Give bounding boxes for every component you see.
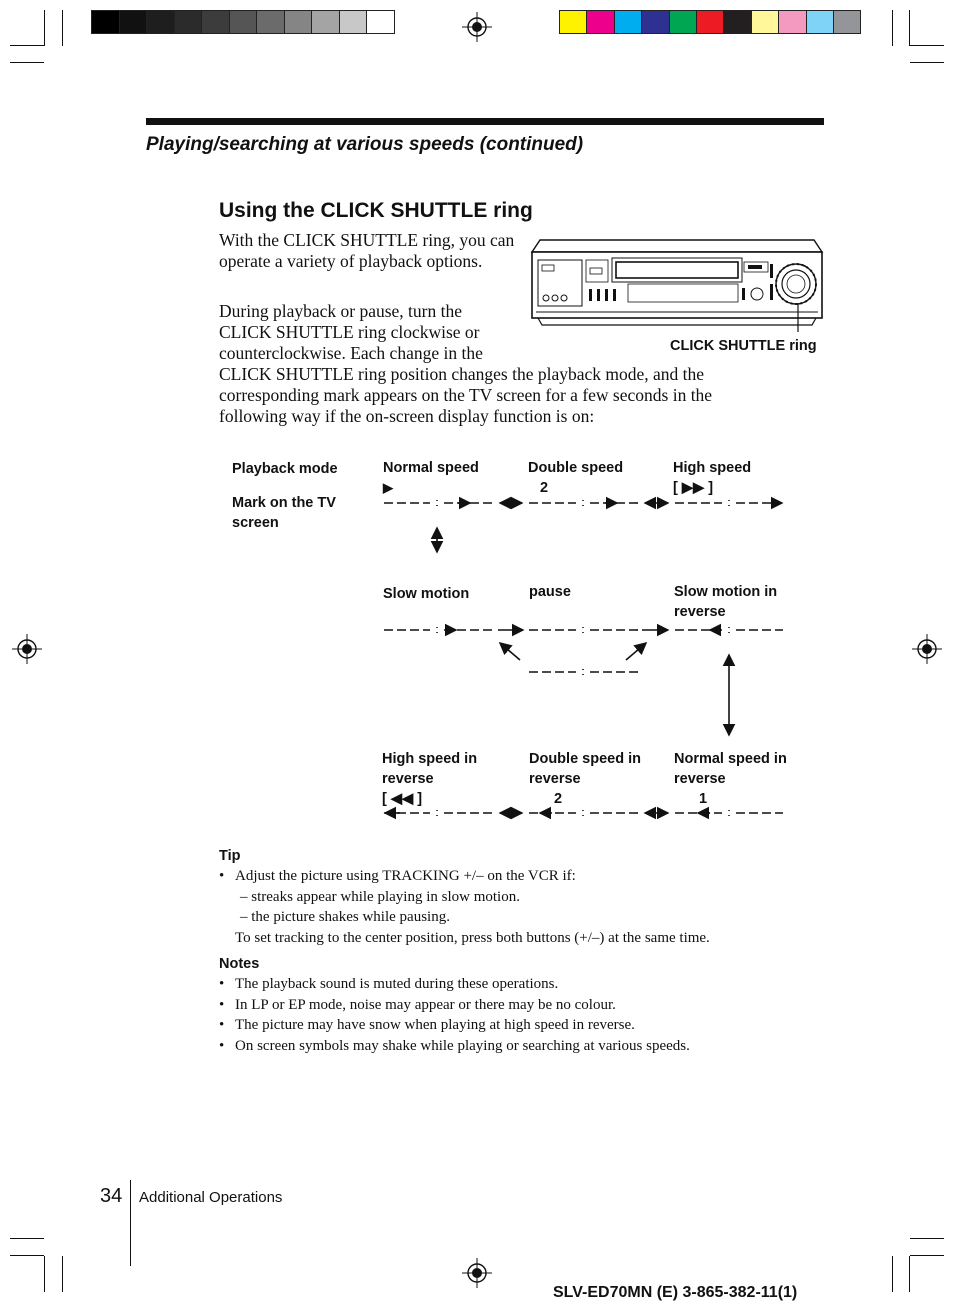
registration-mark-top xyxy=(462,12,492,42)
color-swatch xyxy=(119,10,148,34)
color-swatch xyxy=(284,10,313,34)
row-label-mark: Mark on the TV screen xyxy=(232,495,336,531)
color-swatch xyxy=(778,10,806,34)
shuttle-diagram xyxy=(370,490,800,830)
tip-body: • Adjust the picture using TRACKING +/– on the VCR if: – streaks appear while playing in slow motion. – the picture shakes while pausing. To set tracking to the center position, press both buttons (+/–) at the same time. xyxy=(219,868,710,946)
color-swatch xyxy=(311,10,340,34)
mode-double-speed-reverse: Double speed in reverse 2 xyxy=(529,751,641,807)
vcr-illustration xyxy=(528,236,826,336)
list-item: • The picture may have snow when playing at high speed in reverse. xyxy=(219,1017,635,1033)
model-code: SLV-ED70MN (E) 3-865-382-11(1) xyxy=(553,1284,798,1301)
list-item: • In LP or EP mode, noise may appear or there may be no colour. xyxy=(219,996,616,1013)
color-swatch xyxy=(696,10,724,34)
registration-mark-right xyxy=(912,634,942,664)
color-swatch xyxy=(806,10,834,34)
tip-heading: Tip xyxy=(219,848,241,864)
mode-high-speed: High speed [ ▶▶ ] xyxy=(673,460,752,496)
notes-list xyxy=(219,974,819,1056)
intro-paragraph: With the CLICK SHUTTLE ring, you can operate a variety of playback options. xyxy=(219,230,515,271)
vcr-shuttle-ring-label: CLICK SHUTTLE ring xyxy=(670,338,817,354)
mode-double-speed: Double speed 2 xyxy=(528,460,624,496)
color-swatch xyxy=(751,10,779,34)
footer-divider xyxy=(130,1180,131,1266)
section-title: Playing/searching at various speeds (continued) xyxy=(146,134,584,155)
color-swatch xyxy=(229,10,258,34)
mode-pause: pause xyxy=(529,584,571,600)
color-swatch xyxy=(559,10,587,34)
list-item: • The playback sound is muted during these operations. xyxy=(219,976,559,992)
color-swatch xyxy=(366,10,395,34)
mode-slow-motion: Slow motion xyxy=(383,586,470,602)
color-swatch xyxy=(614,10,642,34)
color-swatch xyxy=(339,10,368,34)
notes-heading: Notes xyxy=(219,956,260,972)
footer-section: Additional Operations xyxy=(139,1189,283,1206)
color-swatch xyxy=(833,10,861,34)
instruction-paragraph: During playback or pause, turn the CLICK SHUTTLE ring clockwise or counterclockwise. Each change in the CLICK SHUTTLE ring position changes the playback mode, and the corresponding mark appears on the TV screen for a few seconds in the following way if the on-screen display function is on: xyxy=(219,301,713,426)
mode-normal-speed: Normal speed ▶ xyxy=(383,460,479,495)
color-swatch xyxy=(201,10,230,34)
mode-slow-motion-reverse: Slow motion in reverse xyxy=(674,584,778,620)
color-swatch xyxy=(723,10,751,34)
page-number: 34 xyxy=(100,1185,123,1207)
page-heading: Using the CLICK SHUTTLE ring xyxy=(219,199,533,222)
color-swatch xyxy=(146,10,175,34)
color-swatch xyxy=(641,10,669,34)
registration-mark-bottom xyxy=(462,1258,492,1288)
list-item: • On screen symbols may shake while playing or searching at various speeds. xyxy=(219,1037,690,1054)
color-swatch xyxy=(256,10,285,34)
color-swatch xyxy=(586,10,614,34)
color-swatch xyxy=(669,10,697,34)
mode-normal-speed-reverse: Normal speed in reverse 1 xyxy=(674,751,787,807)
color-swatch xyxy=(174,10,203,34)
header-rule xyxy=(146,118,824,125)
row-label-playback-mode: Playback mode xyxy=(232,461,338,477)
registration-mark-left xyxy=(12,634,42,664)
mode-high-speed-reverse: High speed in reverse [ ◀◀ ] xyxy=(382,751,478,807)
color-swatch xyxy=(91,10,120,34)
